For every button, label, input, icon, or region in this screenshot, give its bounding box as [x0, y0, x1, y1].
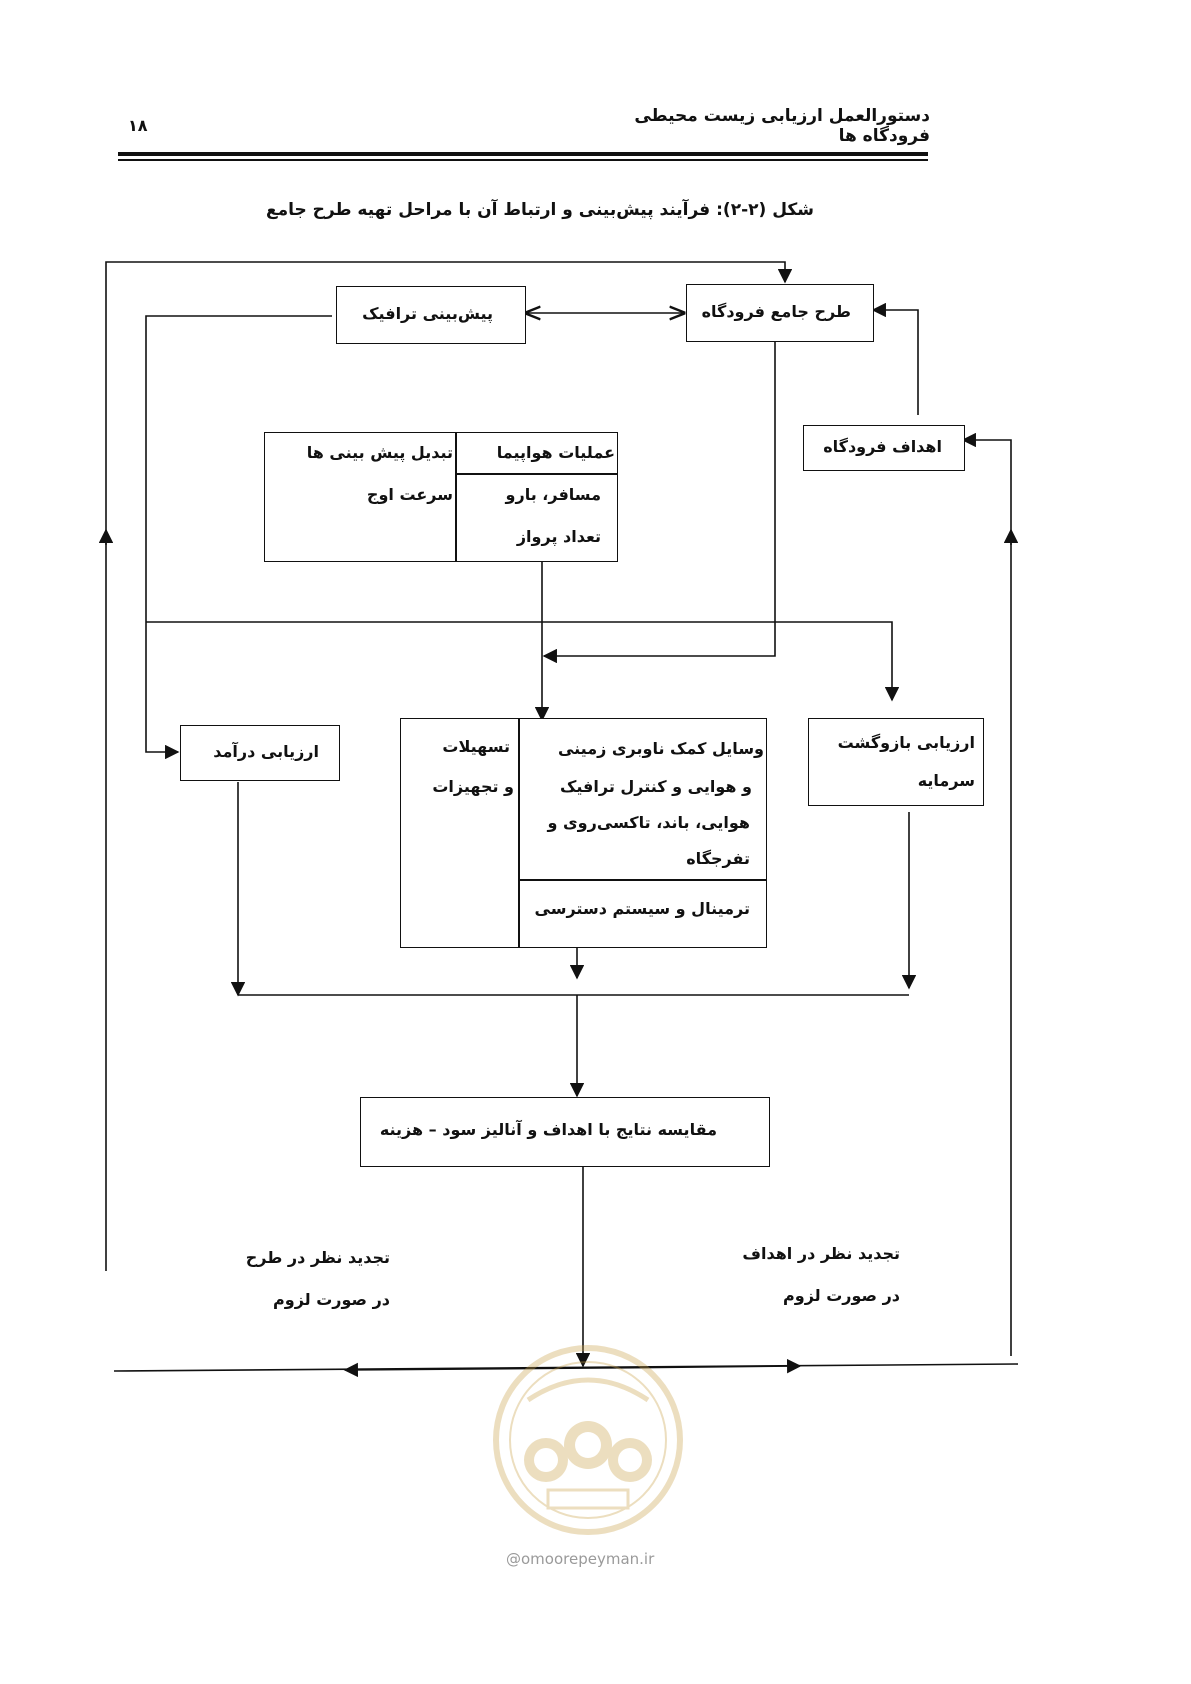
page-number: ۱۸	[128, 116, 148, 135]
aircraft-ops-line-1: عملیات هواپیما	[496, 443, 615, 462]
revise-plan-line-1: تجدید نظر در طرح	[245, 1248, 390, 1267]
revise-goals-line-1: تجدید نظر در اهداف	[742, 1244, 900, 1263]
revenue-eval-box	[180, 725, 340, 781]
facilities-box	[400, 718, 767, 948]
forecast-conversion-line-1: تبدیل پیش بینی ها	[306, 443, 453, 462]
table-divider-horizontal	[455, 473, 617, 475]
aircraft-ops-line-3: تعداد پرواز	[516, 527, 601, 546]
table-divider-vertical	[455, 433, 457, 561]
facilities-divider-horizontal	[518, 879, 766, 881]
document-header-title: دستورالعمل ارزیابی زیست محیطی فرودگاه ها	[634, 106, 930, 146]
facilities-divider-vertical	[518, 719, 520, 947]
navaids-line-3: هوایی، باند، تاکسی‌روی و	[547, 813, 750, 832]
master-plan-label: طرح جامع فرودگاه	[701, 302, 851, 321]
facilities-line-2: و تجهیزات	[432, 777, 514, 796]
figure-caption: شکل (۲-۲): فرآیند پیش‌بینی و ارتباط آن با مراحل تهیه طرح جامع	[265, 200, 814, 220]
navaids-line-1: وسایل کمک ناوبری زمینی	[557, 739, 764, 758]
revise-plan-line-2: در صورت لزوم	[273, 1290, 390, 1309]
traffic-forecast-label: پیش‌بینی ترافیک	[362, 304, 493, 323]
forecast-conversion-line-2: سرعت اوج	[366, 485, 453, 504]
comparison-label: مقایسه نتایج با اهداف و آنالیز سود – هزینه	[379, 1120, 717, 1139]
revise-goals-line-2: در صورت لزوم	[783, 1286, 900, 1305]
roi-eval-box	[808, 718, 984, 806]
facilities-line-1: تسهیلات	[442, 737, 510, 756]
watermark-text: @omoorepeyman.ir	[506, 1550, 655, 1568]
traffic-forecast-box	[336, 286, 526, 344]
navaids-line-2: و هوایی و کنترل ترافیک	[559, 777, 752, 796]
navaids-line-4: تفرجگاه	[686, 849, 750, 868]
watermark-logo-icon	[488, 1340, 688, 1540]
airport-goals-label: اهداف فرودگاه	[823, 437, 942, 456]
airport-goals-box	[803, 425, 965, 471]
aircraft-ops-line-2: مسافر، بارو	[505, 485, 601, 504]
master-plan-box	[686, 284, 874, 342]
roi-eval-line-1: ارزیابی بازوگشت	[837, 733, 975, 752]
revenue-eval-label: ارزیابی درآمد	[213, 742, 319, 761]
comparison-box	[360, 1097, 770, 1167]
roi-eval-line-2: سرمایه	[917, 771, 975, 790]
terminal-label: ترمینال و سیستم دسترسی	[534, 899, 750, 918]
forecast-conversion-table	[264, 432, 618, 562]
